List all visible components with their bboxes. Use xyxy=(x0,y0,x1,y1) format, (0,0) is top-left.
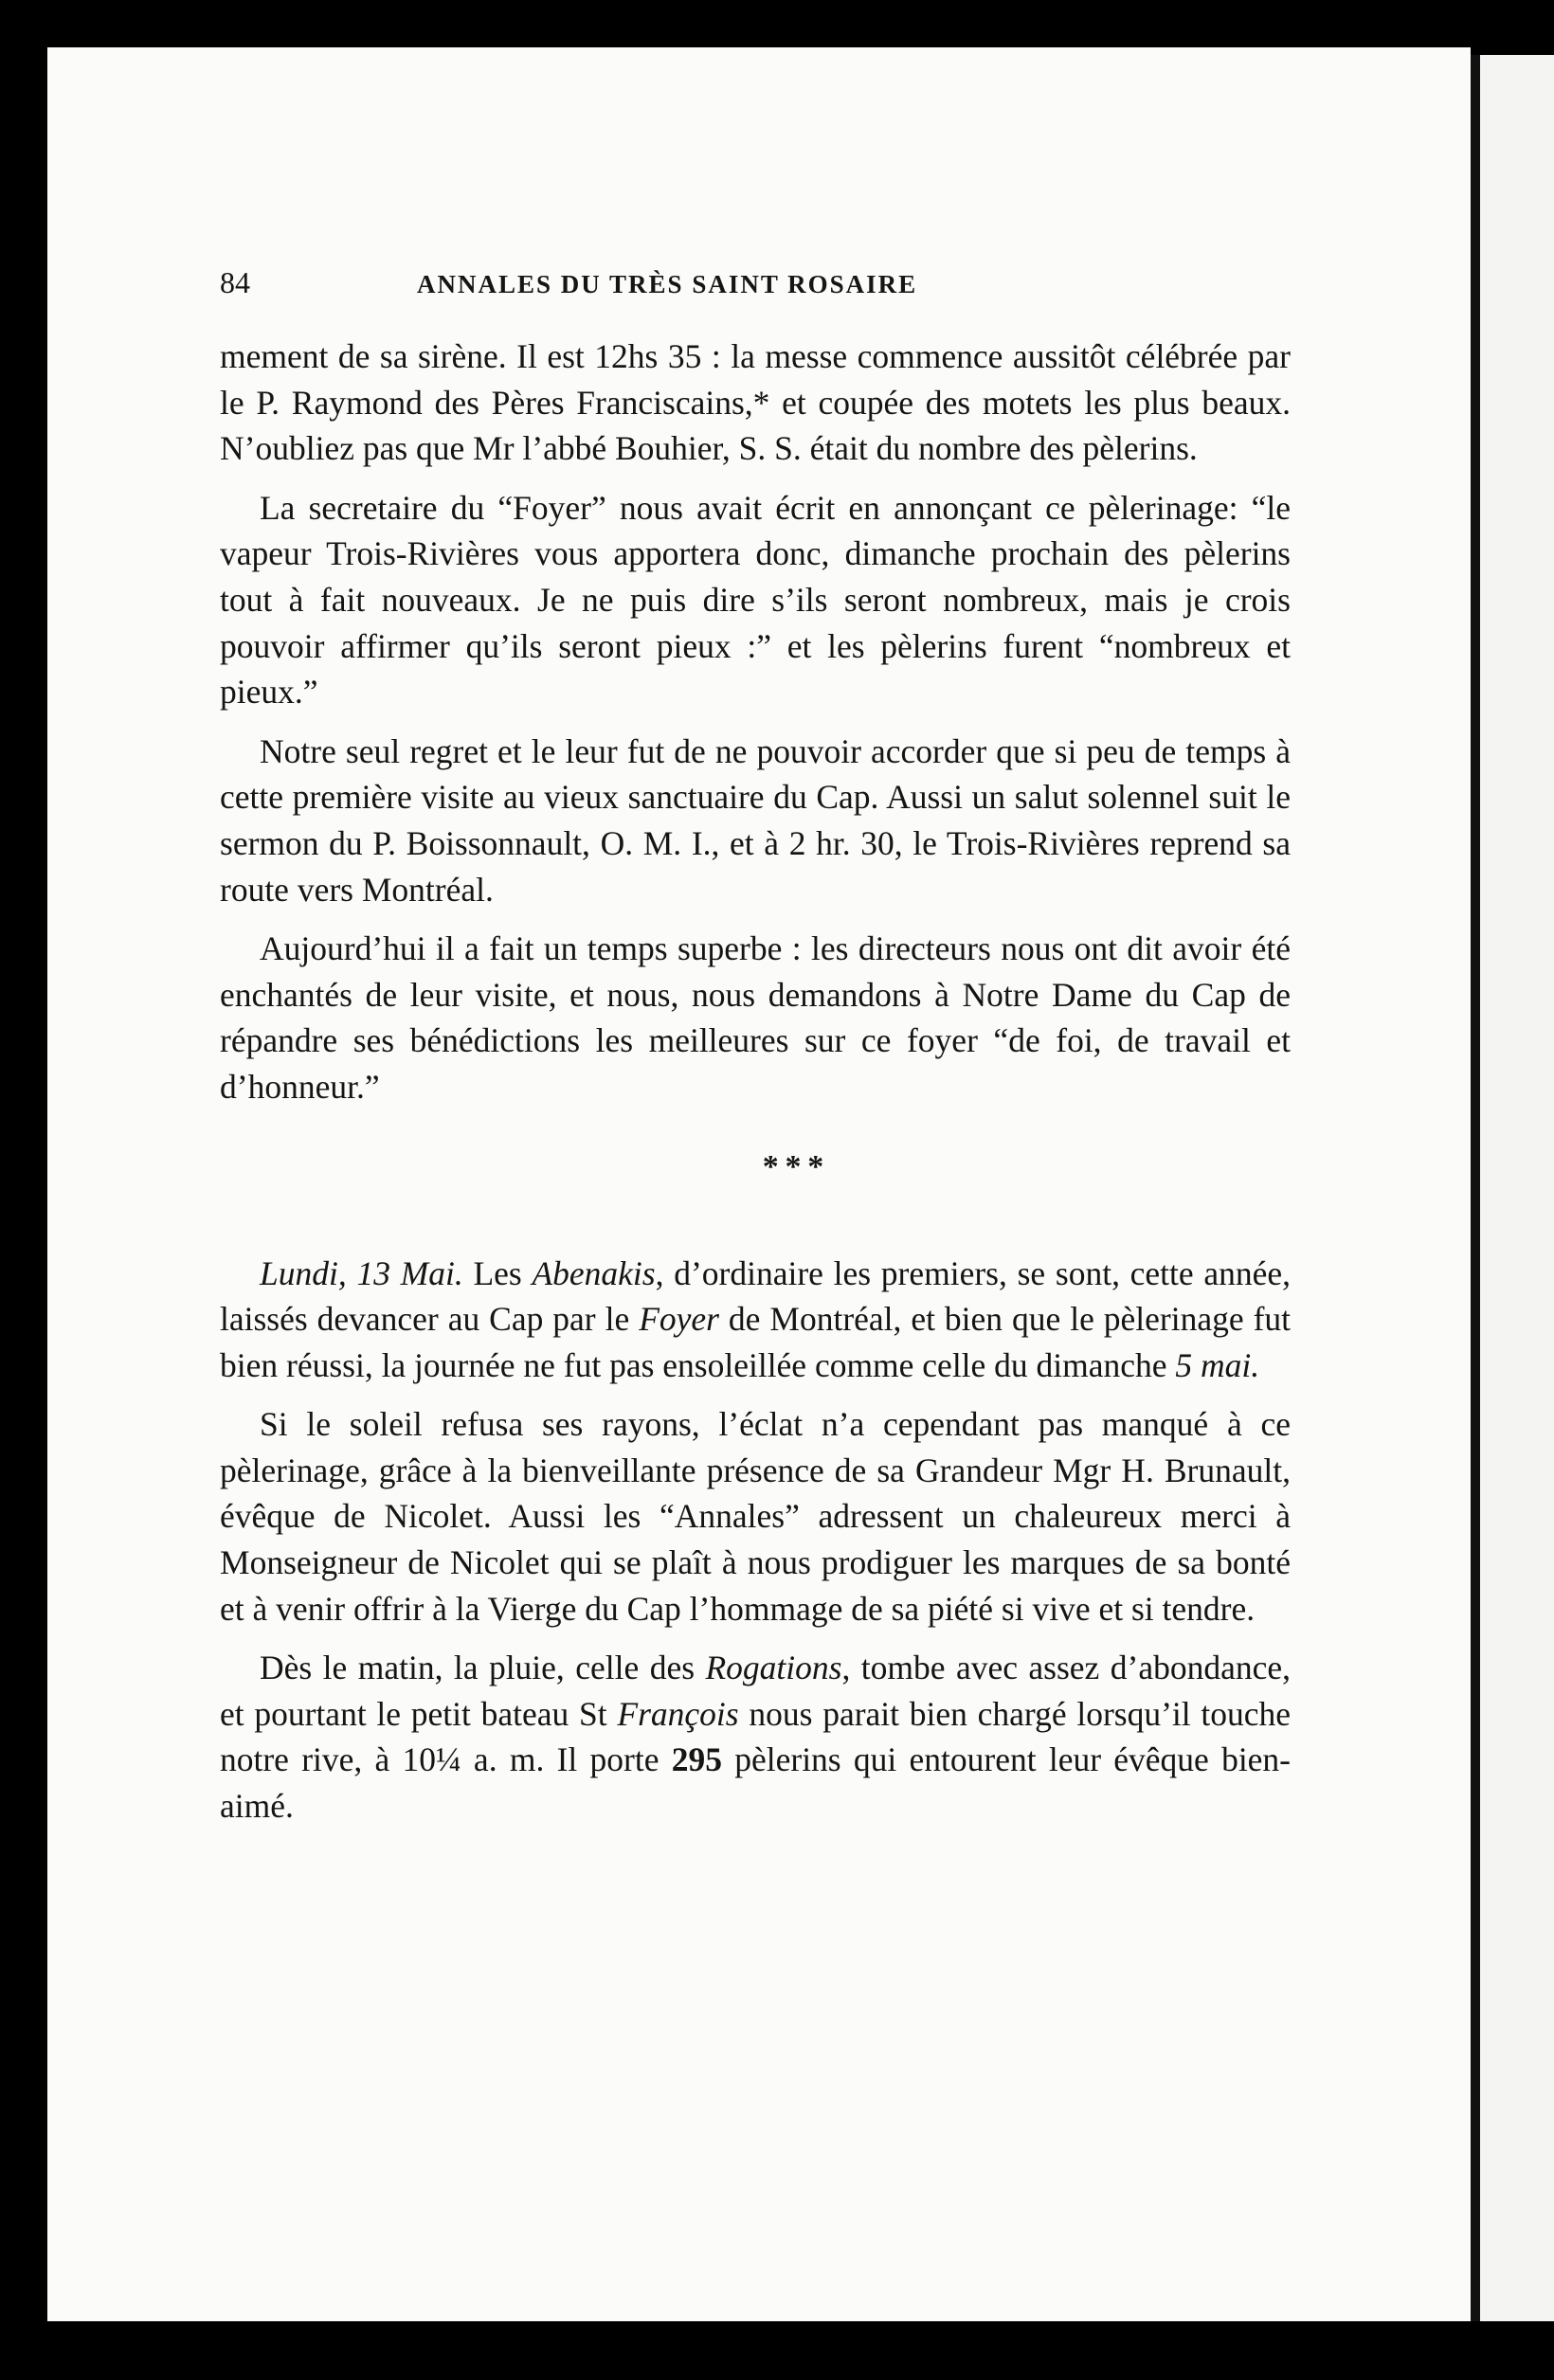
section-separator: * * * xyxy=(762,1148,824,1184)
page-text xyxy=(220,265,1291,1830)
paragraph-6: Si le soleil refusa ses rayons, l’éclat n’a cependant pas manqué à ce pèlerinage, grâce à la bienveillante présence de sa Grandeur Mgr H. Brunault, évêque de Nicolet. Aussi les “Annales” adressent un chaleureux merci à Monseigneur de Nicolet qui se plaît à nous prodiguer les marques de sa bonté et à venir offrir à la Vierge du Cap l’hommage de sa piété si vive et si tendre. xyxy=(220,1405,1291,1628)
abenakis-term: Abenakis xyxy=(532,1253,656,1292)
paragraph-4: Aujourd’hui il a fait un temps superbe : les directeurs nous ont dit avoir été enchantés de leur visite, et nous, nous demandons à Notre Dame du Cap de répandre ses bénédictions les meilleures sur ce foyer “de foi, de travail et d’honneur.” xyxy=(220,929,1291,1106)
page-number: 84 xyxy=(220,265,250,299)
rogations-term: Rogations xyxy=(705,1649,842,1687)
running-head xyxy=(220,265,1291,334)
paragraph-1: mement de sa sirène. Il est 12hs 35 : la messe commence aussitôt célébrée par le P. Raymond des Pères Franciscains,* et coupée des motets les plus beaux. N’oubliez pas que Mr l’abbé Bouhier, S. S. était du nombre des pèlerins. xyxy=(220,337,1291,468)
page-gutter xyxy=(1471,55,1480,2321)
paragraph-5: Lundi, 13 Mai. Les Abenakis, d’ordinaire les premiers, se sont, cette année, laissés devancer au Cap par le Foyer de Montréal, et bien que le pèlerinage fut bien réussi, la journée ne fut pas ensoleillée comme celle du dimanche 5 mai. xyxy=(220,1253,1292,1384)
paragraph-7: Dès le matin, la pluie, celle des Rogations, tombe avec assez d’abondance, et pourtant le petit bateau St François nous parait bien chargé lorsqu’il touche notre rive, à 10¼ a. m. Il porte 295 pèlerins qui entourent leur évêque bien-aimé. xyxy=(220,1649,1292,1826)
journal-title: ANNALES DU TRÈS SAINT ROSAIRE xyxy=(417,270,918,298)
paragraph-3: Notre seul regret et le leur fut de ne pouvoir accorder que si peu de temps à cette première visite au vieux sanctuaire du Cap. Aussi un salut solennel suit le sermon du P. Boissonnault, O. M. I., et à 2 hr. 30, le Trois-Rivières reprend sa route vers Montréal. xyxy=(220,731,1291,909)
pilgrim-count: 295 xyxy=(671,1740,722,1779)
date-mention: 5 mai. xyxy=(1175,1345,1260,1384)
adjacent-page-edge xyxy=(1480,55,1554,2321)
foyer-term: Foyer xyxy=(639,1300,719,1339)
date-label: Lundi, 13 Mai. xyxy=(260,1253,463,1292)
francois-term: François xyxy=(617,1694,739,1733)
paragraph-2: La secretaire du “Foyer” nous avait écrit en annonçant ce pèlerinage: “le vapeur Trois-Rivières vous apportera donc, dimanche prochain des pèlerins tout à fait nouveaux. Je ne puis dire s’ils seront nombreux, mais je crois pouvoir affirmer qu’ils seront pieux :” et les pèlerins furent “nombreux et pieux.” xyxy=(220,488,1291,712)
